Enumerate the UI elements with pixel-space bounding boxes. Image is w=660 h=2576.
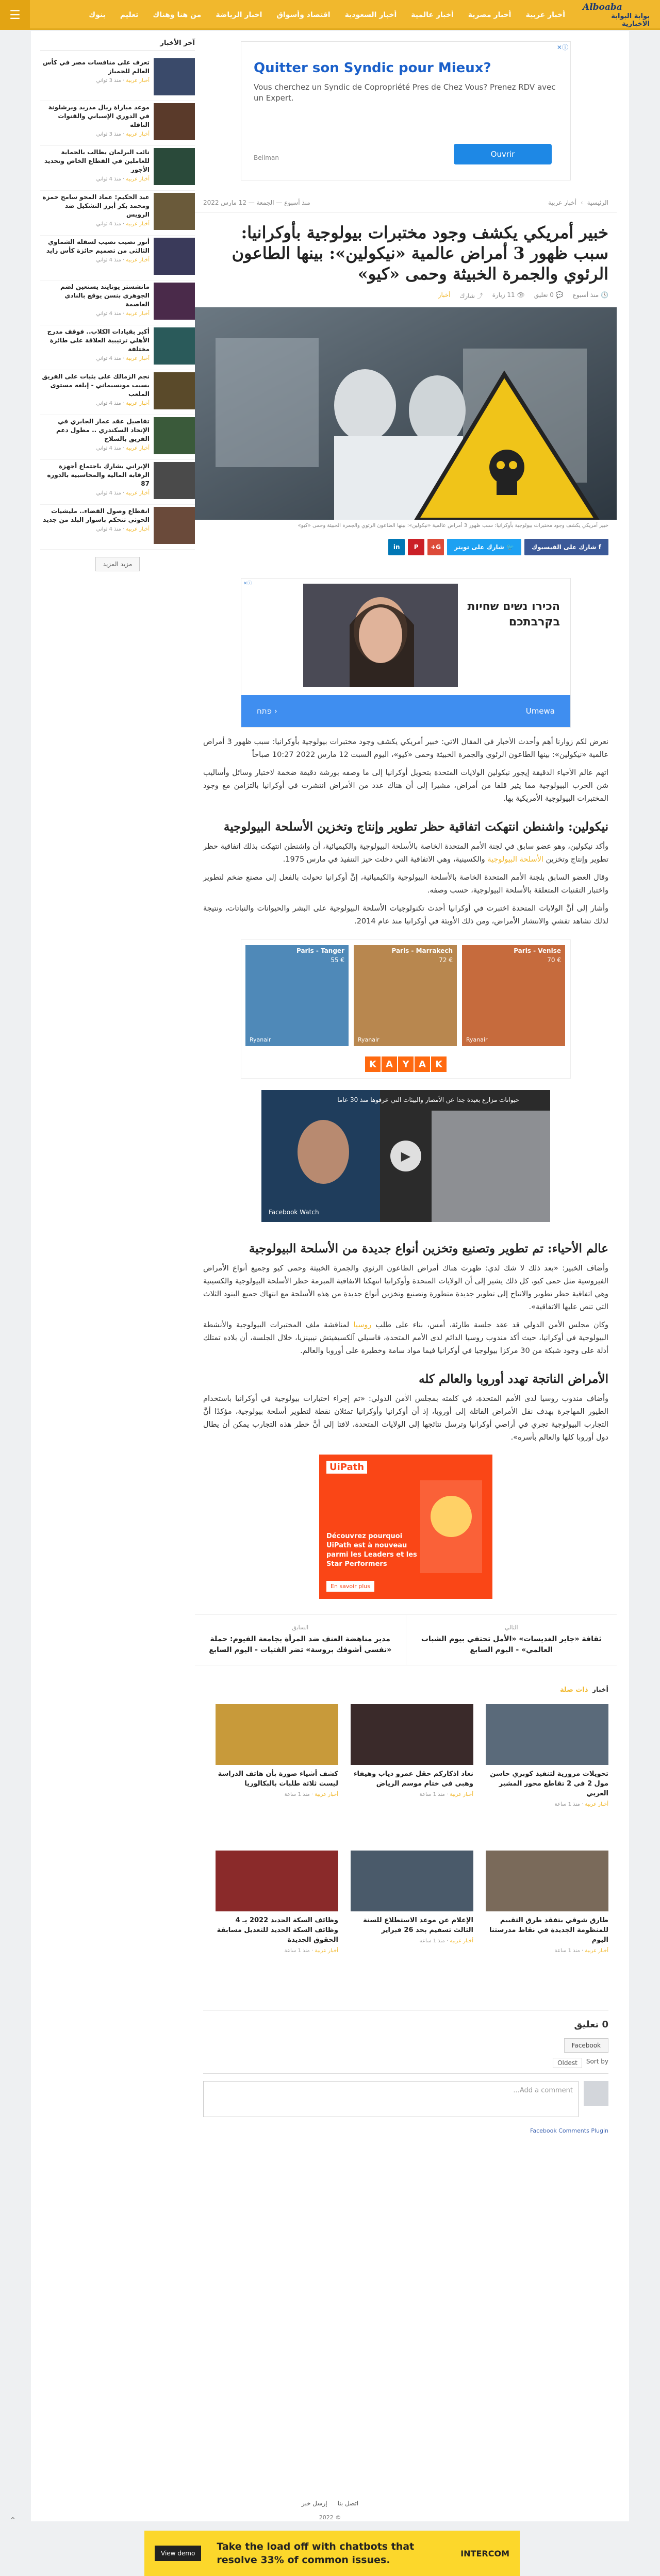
related-title[interactable]: تحويلات مرورية لتنفيذ كوبري حاسن مول 2 في 2 تقاطع محور المشير الغربي bbox=[490, 1770, 608, 1797]
comments-sort[interactable]: Sort by Oldest bbox=[203, 2053, 608, 2074]
comments-tab-facebook[interactable]: Facebook bbox=[564, 2038, 608, 2053]
top-header bbox=[0, 0, 660, 30]
news-title[interactable]: انقطاع وصول القضاء.. مليشيات الحوثي تتحكم باسوار البلد من جديد bbox=[43, 507, 150, 523]
related-thumbnail[interactable] bbox=[216, 1851, 338, 1911]
news-thumbnail[interactable] bbox=[154, 417, 195, 454]
sidebar-news-item[interactable] bbox=[40, 56, 195, 101]
sidebar bbox=[40, 36, 195, 571]
related-title[interactable]: وظائف السكة الحديد 2022 بـ 4 وظائف السكة الحديد للتعديل مسابقة الحقوق الجديدة bbox=[217, 1917, 338, 1944]
prev-next-nav bbox=[195, 1614, 617, 1665]
news-thumbnail[interactable] bbox=[154, 372, 195, 409]
article-main bbox=[195, 31, 617, 2137]
news-meta: أخبار عربية · منذ 4 ثواني bbox=[96, 221, 150, 227]
related-meta: أخبار عربية · منذ 1 ساعة bbox=[284, 1948, 338, 1954]
article-meta bbox=[195, 288, 617, 307]
news-meta: أخبار عربية · منذ 4 ثواني bbox=[96, 401, 150, 406]
related-card[interactable] bbox=[216, 1851, 338, 1985]
sidebar-news-item[interactable] bbox=[40, 236, 195, 280]
related-title[interactable]: الإعلام عن موعد الاستطلاع للسنة الثالث تسفيم بحد 26 فبراير bbox=[363, 1917, 473, 1934]
ad-description: Vous cherchez un Syndic de Copropriété Pres de Chez Vous? Prenez RDV avec un Expert. bbox=[254, 82, 556, 103]
logo-line1: Alboaba bbox=[583, 2, 622, 12]
related-card[interactable] bbox=[486, 1704, 608, 1838]
nav-item[interactable]: اخبار الرياضة bbox=[216, 11, 262, 19]
news-title[interactable]: تعرف على منافسات مصر في كأس العالم للجمباز bbox=[42, 59, 150, 75]
article-paragraph: وقال العضو السابق بلجنة الأمم المتحدة الخاصة بالأسلحة البيولوجية والكيميائية، إنَّ أوكرانيا تحولت بالفعل إلى مصنع ضخم لتطوير واختبار التقنيات المتعلقة بالأسلحة البيولوجية، حسب وصفه. bbox=[203, 873, 608, 895]
ad-open-button[interactable]: Ouvrir bbox=[454, 144, 552, 164]
ad-advertiser: Bellman bbox=[254, 154, 279, 161]
related-card[interactable] bbox=[486, 1851, 608, 1985]
menu-icon[interactable]: ☰ bbox=[0, 0, 30, 30]
breadcrumb-category[interactable]: أخبار عربية bbox=[548, 199, 576, 206]
news-meta: أخبار عربية · منذ 4 ثواني bbox=[96, 176, 150, 182]
news-title[interactable]: عبد الحكيم: عماد المحو سامح حمزة ومحمد بكر أبرز التشكيل ضد الرويس bbox=[42, 193, 150, 218]
news-meta: أخبار عربية · منذ 4 ثواني bbox=[96, 257, 150, 263]
breadcrumb-separator: › bbox=[580, 199, 583, 206]
news-thumbnail[interactable] bbox=[154, 462, 195, 499]
footer-link[interactable]: اتصل بنا bbox=[337, 2500, 359, 2507]
related-meta: أخبار عربية · منذ 1 ساعة bbox=[554, 1948, 608, 1954]
meta-date: 🕓 منذ أسبوع bbox=[572, 291, 608, 299]
related-card[interactable] bbox=[351, 1851, 473, 1985]
related-meta: أخبار عربية · منذ 1 ساعة bbox=[419, 1792, 473, 1797]
nav-item[interactable]: بنوك bbox=[89, 11, 106, 19]
news-title[interactable]: تفاصيل عقد عمار الجابري في الإتحاد السكندري .. مطول دعم الفريق بالسلاح bbox=[56, 418, 150, 442]
ad-banner-dating[interactable] bbox=[241, 578, 571, 728]
footer-link[interactable]: إرسل خبر bbox=[301, 2500, 327, 2507]
fb-plugin-link[interactable]: Facebook Comments Plugin bbox=[530, 2127, 608, 2134]
related-card[interactable] bbox=[216, 1704, 338, 1838]
article-paragraph: وكان مجلس الأمن الدولي قد عقد جلسة طارئة، أمس، بناء على طلب روسيا لمناقشة ملف المختبرات البيولوجية والأنشطة البيولوجية في أوكرانيا، حيث أكد مندوب روسيا الدائم لدى الأمم المتحدة، فاسيلي آلكسيفيتش نيبينزيا، خلال الجلسة، أن بلاده تمتلك أدلة على وجود شبكة من 30 مركزا بيولوجيا في أوكرانيا فيما مواد سامة وخطيرة على أوروبا والعالم. bbox=[203, 1321, 609, 1355]
sidebar-news-item[interactable] bbox=[40, 370, 195, 415]
ad-mid-text[interactable]: הכירו נשים שחיות בקרבתכם bbox=[467, 600, 560, 629]
sidebar-news-item[interactable] bbox=[40, 146, 195, 191]
news-title[interactable]: أكبر بقيادات الكلاب.. فوقف مدرج الأهلي ترتيبية العلاقة على طائرة مختلفة bbox=[47, 328, 150, 353]
share-gplus-button[interactable]: G+ bbox=[427, 539, 444, 555]
sidebar-news-item[interactable] bbox=[40, 460, 195, 505]
news-title[interactable]: نجم الزمالك على بثبات على الفريق بسبب مونسيماني - إبلغه مستوى الملعب bbox=[42, 373, 150, 398]
ad-close-icon[interactable]: ⓘ✕ bbox=[556, 44, 568, 51]
news-title[interactable]: مانشستر يونايتد يستعين لضم الجوهري بنسن يوقع بالنادي العاصمة bbox=[60, 283, 150, 308]
news-title[interactable]: نائب البرلمان يطالب بالحماية للعاملين في القطاع الخاص وتحديد الأجور bbox=[44, 148, 150, 173]
related-thumbnail[interactable] bbox=[351, 1704, 473, 1765]
intercom-logo: INTERCOM bbox=[460, 2548, 509, 2558]
nav-item[interactable]: أخبار السعودية bbox=[344, 11, 397, 19]
related-card[interactable] bbox=[351, 1704, 473, 1838]
article-paragraph: اتهم عالم الأحياء الدقيقة إيجور نيكولين الولايات المتحدة بتحويل أوكرانيا إلى ما وصفه بورشة دقيقة ضخمة لاختبار وسائل وأساليب شن الحرب البيولوجية مما يثير قلقا من أمراض، مشيرا إلى أن هناك عدد من الأمراض انتشرت في أوكرانيا بالتزامن مع وجود المختبرات البيولوجية الأمريكية بها. bbox=[203, 769, 608, 803]
section-heading: نيكولين: واشنطن انتهكت اتفاقية حظر تطوير وإنتاج وتخزين الأسلحة البيولوجية bbox=[223, 820, 608, 834]
related-meta: أخبار عربية · منذ 1 ساعة bbox=[419, 1938, 473, 1944]
intercom-cta-button[interactable]: View demo bbox=[155, 2546, 201, 2561]
article-paragraph: وأضاف الخبير: «بعد ذلك لا شك لدي: ظهرت هناك أمراض الطاعون الرئوي والجمرة الخبيثة وحمى كيو وجميع أنواع الأمراض الفيروسية مثل حمى كيو، كل ذلك يشير إلى أن الولايات المتحدة وأوكرانيا انتهكتا الاتفاقية المبرمة حظر الأسلحة البيولوجية والكسينية وهي اتفاقية حظر تطوير والانتاج إلى تطوير جديدة متطورة وتصنيع وتخزين أنواع جديدة من هذه الأسلحة مع انتهاك جميع البنود الثلاث التي تنص عليها الاتفاقية». bbox=[203, 1264, 608, 1311]
news-meta: أخبار عربية · منذ 4 ثواني bbox=[96, 356, 150, 361]
kayak-logo[interactable]: K A Y A K bbox=[365, 1056, 447, 1072]
section-heading: الأمراض الناتجة تهدد أوروبا والعالم كله bbox=[419, 1372, 608, 1386]
news-thumbnail[interactable] bbox=[154, 238, 195, 275]
kayak-card[interactable]: Paris - Venise 70 € Ryanair bbox=[462, 945, 565, 1046]
nav-item[interactable]: تعليم bbox=[120, 11, 139, 19]
breadcrumb-home[interactable]: الرئيسية bbox=[587, 199, 608, 206]
share-bar bbox=[195, 532, 617, 563]
ad-info-icon[interactable]: ⓘ✕ bbox=[243, 581, 252, 586]
news-meta: أخبار عربية · منذ 3 ثواني bbox=[96, 78, 150, 84]
ad-mid-bar[interactable] bbox=[241, 695, 570, 727]
comment-input[interactable]: Add a comment... bbox=[203, 2081, 579, 2117]
play-icon[interactable]: ▶ bbox=[390, 1141, 421, 1171]
next-article-link[interactable]: التالي ثقافة «جاير الغديسات» «الأمل تحتفي بيوم الشباب العالمي» - اليوم السابع bbox=[406, 1615, 617, 1665]
sidebar-news-item[interactable] bbox=[40, 415, 195, 460]
sidebar-title: آخر الأخبار bbox=[40, 36, 195, 51]
embedded-video[interactable] bbox=[261, 1090, 550, 1222]
related-thumbnail[interactable] bbox=[486, 1704, 608, 1765]
sidebar-news-item[interactable] bbox=[40, 101, 195, 146]
related-thumbnail[interactable] bbox=[486, 1851, 608, 1911]
news-thumbnail[interactable] bbox=[154, 507, 195, 544]
ad-banner-intercom[interactable] bbox=[144, 2531, 520, 2576]
sidebar-news-item[interactable] bbox=[40, 280, 195, 325]
footer-copyright: © 2022 bbox=[319, 2514, 341, 2521]
share-pinterest-button[interactable]: P bbox=[408, 539, 424, 555]
related-meta: أخبار عربية · منذ 1 ساعة bbox=[554, 1802, 608, 1807]
news-meta: أخبار عربية · منذ 4 ثواني bbox=[96, 490, 150, 496]
comment-composer bbox=[203, 2074, 608, 2124]
site-logo[interactable] bbox=[583, 2, 650, 28]
news-meta: أخبار عربية · منذ 4 ثواني bbox=[96, 311, 150, 317]
ad-title[interactable]: Quitter son Syndic pour Mieux? bbox=[254, 60, 491, 76]
uipath-cta-button[interactable]: En savoir plus bbox=[326, 1581, 374, 1592]
related-title: أخبار ذات صلة bbox=[560, 1686, 608, 1694]
nav-item[interactable]: أخبار مصرية bbox=[468, 11, 512, 19]
related-title[interactable]: طارق شوقي يتفقد طرق التقييم للمنظومة الجديدة في نقاط مدرستنا اليوم bbox=[489, 1917, 608, 1944]
article-paragraph: وأكد نيكولين، وهو عضو سابق في لجنة الأمم المتحدة الخاصة بالأسلحة البيولوجية والكيميائية، أن واشنطن انتهكت بذلك اتفاقية حظر تطوير وإنتاج وتخزين الأسلحة البيولوجية والكسينية، وهي الاتفاقية التي دخلت حيز التنفيذ في مارس 1975. bbox=[203, 843, 608, 864]
kayak-card[interactable]: Paris - Tanger 55 € Ryanair bbox=[245, 945, 349, 1046]
ad-mid-photo bbox=[303, 584, 458, 687]
hero-caption: خبير أمريكي يكشف وجود مختبرات بيولوجية بأوكرانيا: سبب ظهور 3 أمراض عالمية «نيكولين»: بينها الطاعون الرئوي والجمرة الخبيثة وحمى «كيو» bbox=[298, 523, 608, 529]
nav-item[interactable]: من هنا وهناك bbox=[153, 11, 202, 19]
related-title[interactable]: كشف أشياء صورة بأن هاتف الدراسة ليست ثلاثة طلبات بالبكالوريا bbox=[218, 1770, 338, 1788]
nav-item[interactable]: أخبار عالمية bbox=[411, 11, 454, 19]
sidebar-news-item[interactable] bbox=[40, 325, 195, 370]
comments-section bbox=[203, 2010, 608, 2137]
meta-views: 👁 11 زيارة bbox=[492, 291, 525, 299]
news-title[interactable]: الإيراني يشارك باجتماع أجهزة الرقابة المالية والمحاسبية بالدورة 87 bbox=[47, 463, 150, 487]
meta-comments[interactable]: 💬 0 تعليق bbox=[534, 291, 564, 299]
main-nav bbox=[81, 0, 572, 30]
news-thumbnail[interactable] bbox=[154, 327, 195, 365]
related-title[interactable]: نعاد اذكاركم حقل عمرو دياب وهيفاء وهبي في ختام موسم الرياض bbox=[353, 1770, 473, 1788]
inline-link[interactable]: الأسلحة البيولوجية bbox=[487, 855, 544, 864]
related-grid bbox=[195, 1699, 617, 1990]
article-paragraph: وأضاف مندوب روسيا لدى الأمم المتحدة، في كلمته بمجلس الأمن الدولي: «تم إجراء اختبارات بيولوجية في أوكرانيا باستخدام الطيور المهاجرة بهدف نقل الأمراض القاتلة إلى أوروبا، إذ أن أوكرانيا وأوكرانيا تمثلان نقطة لتطوير أسلحة بيولوجية، مؤكدًا أنَّ التجارب البيولوجية تجري في أراضي أوكرانيا وترسل نتائجها إلى الولايات المتحدة، لافتا إلى أنَّ خطر هذه التجارب يمكن أن يطال دول أوروبا كلها والعالم بأسره». bbox=[203, 1395, 608, 1442]
news-thumbnail[interactable] bbox=[154, 193, 195, 230]
logo-line2: بوابة البوابة الاخبارية bbox=[611, 12, 650, 28]
nav-item[interactable]: أخبار عربية bbox=[525, 11, 565, 19]
related-meta: أخبار عربية · منذ 1 ساعة bbox=[284, 1792, 338, 1797]
more-button[interactable]: مزيد المزيد bbox=[95, 557, 140, 571]
related-thumbnail[interactable] bbox=[216, 1704, 338, 1765]
news-thumbnail[interactable] bbox=[154, 58, 195, 95]
ad-banner-syndic[interactable] bbox=[241, 41, 571, 180]
kayak-card[interactable]: Paris - Marrakech 72 € Ryanair bbox=[354, 945, 457, 1046]
news-meta: أخبار عربية · منذ 3 ثواني bbox=[96, 131, 150, 137]
sidebar-news-item[interactable] bbox=[40, 505, 195, 550]
news-title[interactable]: موعد مباراة ريال مدريد وبرشلونة في الدوري الإسباني والقنوات الناقلة bbox=[48, 104, 150, 128]
intercom-text: Take the load off with chatbots that resolve 33% of common issues. bbox=[217, 2541, 415, 2566]
video-source[interactable]: Facebook Watch bbox=[269, 1209, 319, 1216]
video-title: حيوانات مزارع بعيدة جدا عن الأمصار والبيئات التي عرفوها منذ 30 عاما bbox=[337, 1096, 519, 1103]
uipath-text: Découvrez pourquoi UiPath est à nouveau parmi les Leaders et les Star Performers bbox=[326, 1532, 417, 1568]
ad-banner-kayak[interactable] bbox=[241, 939, 571, 1079]
breadcrumb bbox=[195, 193, 617, 213]
avatar bbox=[584, 2081, 608, 2106]
article-intro: نعرض لكم زوارنا أهم وأحدث الأخبار في المقال الاتي: خبير أمريكي يكشف وجود مختبرات بيولوجية بأوكرانيا: سبب ظهور 3 أمراض عالمية «نيكولين»: بينها الطاعون الرئوي والجمرة الخبيثة وحمى «كيو»، اليوم السبت 12 مارس 2022 10:27 صباحاً bbox=[203, 738, 608, 759]
footer bbox=[0, 2496, 660, 2527]
sidebar-news-item[interactable] bbox=[40, 191, 195, 236]
ad-banner-uipath[interactable] bbox=[319, 1455, 492, 1599]
news-meta: أخبار عربية · منذ 4 ثواني bbox=[96, 526, 150, 532]
inline-link[interactable]: روسيا bbox=[353, 1321, 372, 1329]
hero-illustration bbox=[195, 307, 617, 520]
comments-count: 0 تعليق bbox=[574, 2019, 608, 2030]
meta-category[interactable]: أخبار bbox=[438, 291, 451, 299]
uipath-logo: UiPath bbox=[326, 1461, 367, 1474]
share-linkedin-button[interactable]: in bbox=[388, 539, 405, 555]
news-meta: أخبار عربية · منذ 4 ثواني bbox=[96, 445, 150, 451]
ad-mid-advertiser: Umewa bbox=[525, 706, 555, 716]
nav-item[interactable]: اقتصاد وأسواق bbox=[276, 11, 331, 19]
scroll-top-icon[interactable]: ⌃ bbox=[10, 2516, 16, 2524]
news-title[interactable]: أنور تصيب نصيب لسقلة الشماوي الثالثي من تصميم جائزة كأس زايد bbox=[46, 238, 150, 254]
share-twitter-button[interactable]: 🐦 شارك على تويتر bbox=[447, 539, 521, 555]
share-facebook-button[interactable]: f شارك على الفيسبوك bbox=[524, 539, 608, 555]
ad-mid-open-button[interactable]: ‹ פתח bbox=[257, 706, 277, 716]
article-title: خبير أمريكي يكشف وجود مختبرات بيولوجية بأوكرانيا: سبب ظهور 3 أمراض عالمية «نيكولين»: بينها الطاعون الرئوي والجمرة الخبيثة وحمى «كيو» bbox=[232, 223, 608, 284]
meta-share[interactable]: ⤴ شارك bbox=[459, 292, 483, 300]
related-thumbnail[interactable] bbox=[351, 1851, 473, 1911]
page-container bbox=[31, 31, 629, 2521]
prev-article-link[interactable]: السابق مدير مناهضة العنف ضد المرأة بجامعة الفيوم: حملة «نفسي أشوفك بروسة» تضر الفتيات - اليوم السابع bbox=[209, 1624, 392, 1654]
news-thumbnail[interactable] bbox=[154, 148, 195, 185]
news-thumbnail[interactable] bbox=[154, 283, 195, 320]
hero-image bbox=[195, 307, 617, 520]
news-thumbnail[interactable] bbox=[154, 103, 195, 140]
article-paragraph: وأشار إلى أنَّ الولايات المتحدة اختبرت في أوكرانيا أحدث تكنولوجيات الأسلحة البيولوجية على البشر والحيوانات والنباتات، ونتيجة لذلك تشاهد تفشي والانتشار الأمراض، ومن ذلك الأوبئة في أوكرانيا منذ عام 2014. bbox=[203, 904, 608, 926]
breadcrumb-date: منذ أسبوع — الجمعة — 12 مارس 2022 bbox=[203, 199, 310, 206]
section-heading: عالم الأحياء: تم تطوير وتصنيع وتخزين أنواع جديدة من الأسلحة البيولوجية bbox=[249, 1242, 608, 1256]
